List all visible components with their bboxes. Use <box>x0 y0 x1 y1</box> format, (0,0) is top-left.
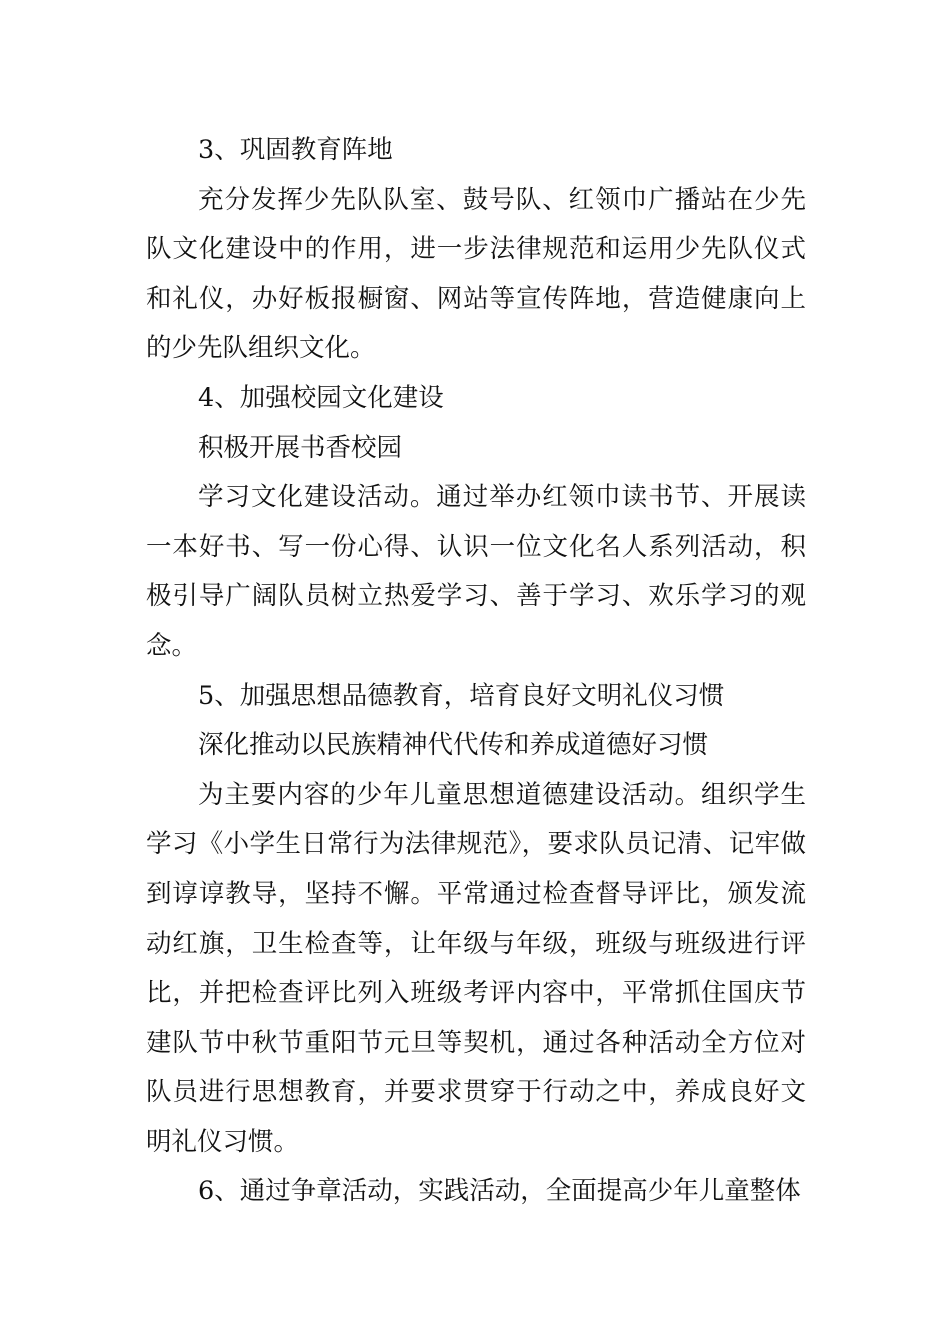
paragraph-pioneer-culture: 充分发挥少先队队室、鼓号队、红领巾广播站在少先队文化建设中的作用，进一步法律规范和运用少先队仪式和礼仪，办好板报橱窗、网站等宣传阵地，营造健康向上的少先队组织文化。 <box>146 184 806 364</box>
paragraph-reading-activities: 学习文化建设活动。通过举办红领巾读书节、开展读一本好书、写一份心得、认识一位文化名人系列活动，积极引导广阔队员树立热爱学习、善于学习、欢乐学习的观念。 <box>146 482 806 661</box>
heading-4-campus-culture: 4、加强校园文化建设 <box>198 382 444 413</box>
document-body <box>146 126 806 1217</box>
paragraph-national-spirit: 深化推动以民族精神代代传和养成道德好习惯 <box>198 730 709 761</box>
paragraph-scholarly-campus: 积极开展书香校园 <box>198 432 403 463</box>
heading-6-badge-activities: 6、通过争章活动，实践活动，全面提高少年儿童整体 <box>198 1176 801 1207</box>
paragraph-moral-construction: 为主要内容的少年儿童思想道德建设活动。组织学生学习《小学生日常行为法律规范》，要求队员记清、记牢做到谆谆教导，坚持不懈。平常通过检查督导评比，颁发流动红旗，卫生检查等，让年级与年级，班级与班级进行评比，并把检查评比列入班级考评内容中，平常抓住国庆节建队节中秋节重阳节元旦等契机，通过各种活动全方位对队员进行思想教育，并要求贯穿于行动之中，养成良好文明礼仪习惯。 <box>146 779 806 1157</box>
heading-3-consolidate-education-base: 3、巩固教育阵地 <box>198 135 393 165</box>
heading-5-moral-education: 5、加强思想品德教育，培育良好文明礼仪习惯 <box>198 680 725 711</box>
